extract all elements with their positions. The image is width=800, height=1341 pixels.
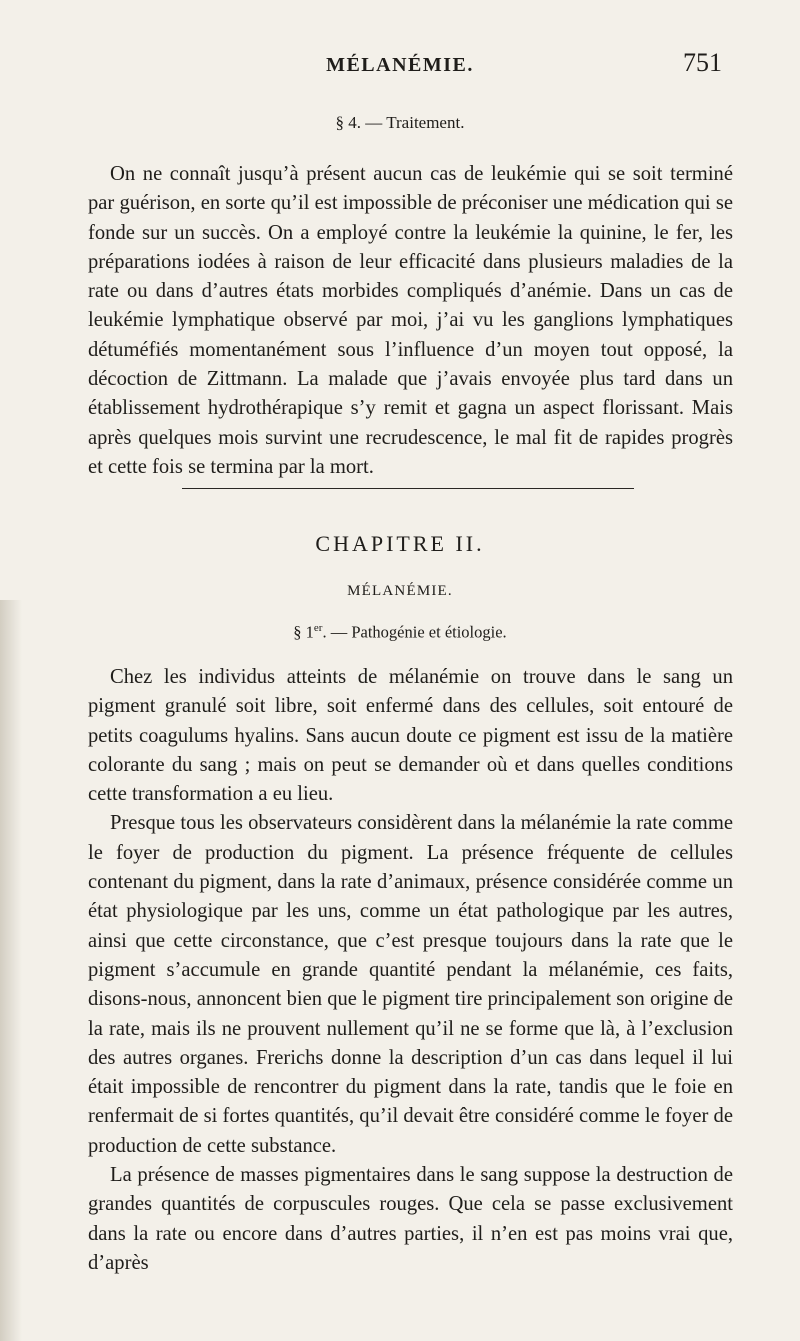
heading-superscript: er [313,622,323,634]
chapter-divider [182,488,634,489]
heading-prefix: § 1 [293,622,314,642]
section-heading-pathogenie [0,622,800,643]
paragraph: Presque tous les observateurs considèrent dans la mélanémie la rate comme le foyer de production du pigment. La présence fréquente de cellules contenant du pigment, dans la rate d’animaux, présence considérée comme un état physiologique par les uns, comme un état pathologique par les autres, ainsi que cette circonstance, que c’est presque toujours dans la rate que le pigment s’accumule en grande quantité pendant la mélanémie, ces faits, disons-nous, annoncent bien que le pigment tire principalement son origine de la rate, mais ils ne prouvent nullement qu’il ne se forme que là, à l’exclusion des autres organes. Frerichs donne la description d’un cas dans lequel il lui était impossible de rencontrer du pigment dans la rate, tandis que le foie en renfermait de si fortes quantités, qu’il devait être considéré comme le foyer de production de cette substance. [88,812,733,1157]
section-1-body [88,663,733,1278]
chapter-subtitle: MÉLANÉMIE. [347,583,453,599]
section-heading-traitement: § 4. — Traitement. [335,113,465,132]
section-4-body [88,160,733,482]
page-number: 751 [683,48,722,77]
running-head [0,48,800,82]
paragraph: La présence de masses pigmentaires dans le sang suppose la destruction de grandes quantités de corpuscules rouges. Que cela se passe exclusivement dans la rate ou encore dans d’autres parties, il n’en est pas moins vrai que, d’après [88,1164,733,1274]
running-title: MÉLANÉMIE. [326,54,474,76]
page-edge-shadow [0,600,22,1341]
paragraph: On ne connaît jusqu’à présent aucun cas de leukémie qui se soit terminé par guérison, en sorte qu’il est impossible de préconiser une médication qui se fonde sur un succès. On a employé contre la leukémie la quinine, le fer, les préparations iodées à raison de leur efficacité dans plusieurs maladies de la rate ou dans d’autres états morbides compliqués d’anémie. Dans un cas de leukémie lymphatique observé par moi, j’ai vu les ganglions lymphatiques détuméfiés momentanément sous l’influence d’un moyen tout opposé, la décoction de Zittmann. La malade que j’avais envoyée plus tard dans un établissement hydrothérapique s’y remit et gagna un aspect florissant. Mais après quelques mois survint une recrudescence, le mal fit de rapides progrès et cette fois se termina par la mort. [88,163,733,478]
heading-rest: . — Pathogénie et étiologie. [322,622,507,642]
chapter-title: CHAPITRE II. [315,531,485,556]
paragraph: Chez les individus atteints de mélanémie on trouve dans le sang un pigment granulé soit libre, soit enfermé dans des cellules, soit entouré de petits coagulums hyalins. Sans aucun doute ce pigment est issu de la matière colorante du sang ; mais on peut se demander où et dans quelles conditions cette transformation a eu lieu. [88,666,733,806]
